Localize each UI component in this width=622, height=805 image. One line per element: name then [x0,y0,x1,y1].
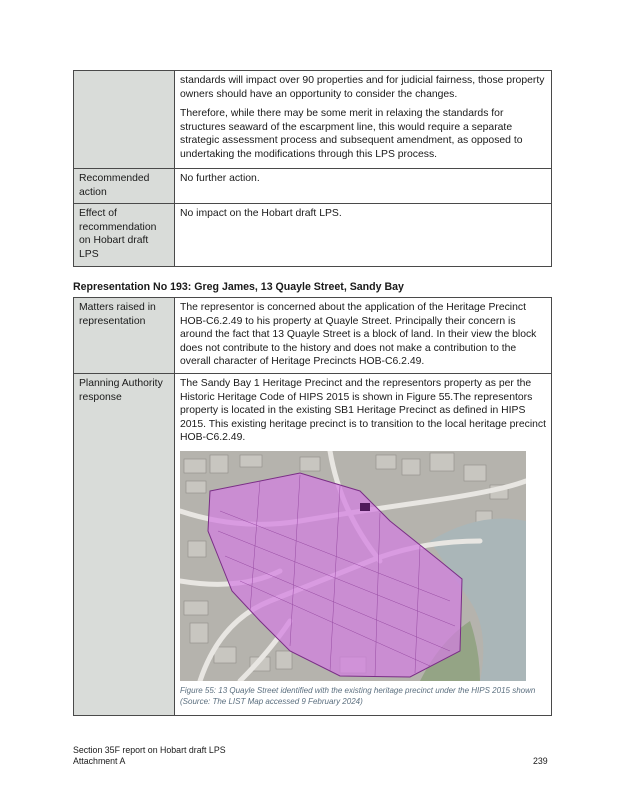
matters-raised-value: The representor is concerned about the application of the Heritage Precinct HOB-C6.2.49 to his property at Quayle Street. Principally their concern is around the fact that 13 Quayle Street is a block of land. In their view the block does not contribute to the history and does not make a contribution to the overall character of Heritage Precincts HOB-C6.2.49. [175,298,552,374]
response-paragraph: Therefore, while there may be some merit in relaxing the standards for structures seaward of the escarpment line, this would require a separate strategic assessment process and subsequent amendment, as opposed to undertaking the modifications through this LPS process. [180,108,523,160]
page-number: 239 [533,756,548,766]
matters-raised-label: Matters raised in representation [74,298,175,374]
figure-caption: Figure 55: 13 Quayle Street identified with the existing heritage precinct under the HIPS 2015 shown (Source: The LIST Map accessed 9 February 2024) [180,685,536,706]
planning-response-label: Planning Authority response [74,374,175,716]
heritage-precinct-map [180,451,526,681]
continued-response-cell [175,71,552,169]
footer-attachment: Attachment A [73,756,126,766]
footer-title: Section 35F report on Hobart draft LPS [73,745,226,755]
recommended-action-label: Recommended action [74,169,175,204]
representation-193-table [73,297,552,716]
recommended-action-value: No further action. [175,169,552,204]
page-footer [73,745,226,767]
effect-label: Effect of recommendation on Hobart draft LPS [74,204,175,266]
empty-label-cell [74,71,175,169]
effect-value: No impact on the Hobart draft LPS. [175,204,552,266]
planning-response-cell [175,374,552,716]
response-paragraph: standards will impact over 90 properties and for judicial fairness, those property owners should have an opportunity to consider the changes. [180,75,545,100]
representation-table-continued [73,70,552,267]
planning-response-text: The Sandy Bay 1 Heritage Precinct and the representors property as per the Historic Heritage Code of HIPS 2015 is shown in Figure 55.The representors property is located in the existing SB1 Heritage Precinct as defined in HIPS 2015. This existing heritage precinct is to transition to the local heritage precinct HOB-C6.2.49. [180,378,546,444]
section-heading: Representation No 193: Greg James, 13 Quayle Street, Sandy Bay [73,281,404,293]
